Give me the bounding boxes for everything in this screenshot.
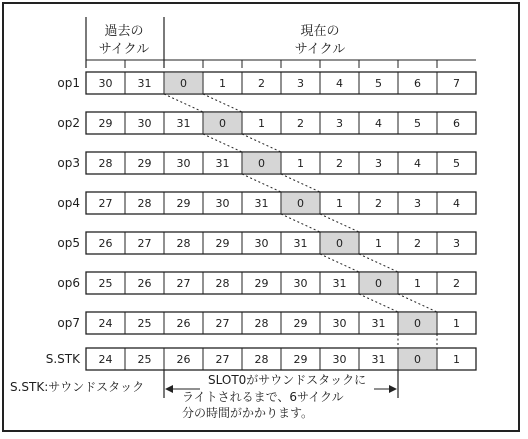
cell-value: 30 — [293, 277, 308, 290]
cell-value: 30 — [215, 197, 230, 210]
row-op1 — [57, 72, 476, 94]
cell-value: 1 — [336, 197, 343, 210]
note-line-3: 分の時間がかかります。 — [182, 406, 314, 420]
cell-value: 1 — [297, 157, 304, 170]
cell-value: 28 — [254, 317, 269, 330]
cell-value: 27 — [98, 197, 113, 210]
slot0-guide-line — [320, 214, 359, 232]
row-label: op3 — [57, 156, 80, 170]
cell-value: 4 — [375, 117, 382, 130]
cell-value: 0 — [336, 237, 343, 250]
cell-value: 29 — [293, 317, 308, 330]
cell-value: 28 — [137, 197, 152, 210]
slot0-guide-line — [398, 294, 437, 312]
cell-value: 27 — [215, 317, 230, 330]
row-op4 — [57, 192, 476, 214]
row-op7 — [57, 312, 476, 334]
cell-value: 4 — [336, 77, 343, 90]
cell-value: 26 — [176, 317, 191, 330]
cell-value: 27 — [176, 277, 191, 290]
pipeline-timing-diagram — [4, 4, 518, 430]
arrow-head-right — [389, 385, 397, 393]
past-cycle-label-line1: 過去の — [104, 24, 144, 39]
cell-value: 0 — [414, 353, 421, 366]
past-cycle-label-line2: サイクル — [98, 42, 150, 57]
cell-value: 29 — [98, 117, 113, 130]
slot0-guide-line — [242, 134, 281, 152]
cell-value: 25 — [137, 317, 152, 330]
cell-value: 29 — [254, 277, 269, 290]
cell-value: 26 — [137, 277, 152, 290]
cell-value: 3 — [375, 157, 382, 170]
arrow-head-left — [165, 385, 173, 393]
cell-value: 28 — [215, 277, 230, 290]
cell-value: 30 — [332, 317, 347, 330]
cell-value: 1 — [414, 277, 421, 290]
cell-value: 31 — [254, 197, 269, 210]
cell-value: 0 — [414, 317, 421, 330]
slot0-guide-line — [242, 174, 281, 192]
cell-value: 27 — [137, 237, 152, 250]
note-line-1: SLOT0がサウンドスタックに — [208, 373, 367, 387]
slot0-guide-line — [203, 134, 242, 152]
cell-value: 4 — [453, 197, 460, 210]
cell-value: 1 — [453, 317, 460, 330]
row-op2 — [57, 112, 476, 134]
cell-value: 2 — [297, 117, 304, 130]
cell-value: 5 — [414, 117, 421, 130]
cell-value: 30 — [332, 353, 347, 366]
cell-value: 1 — [453, 353, 460, 366]
row-label: op5 — [57, 236, 80, 250]
slot0-guide-line — [281, 174, 320, 192]
current-cycle-label-line2: サイクル — [294, 42, 346, 57]
cell-value: 29 — [293, 353, 308, 366]
cell-value: 31 — [137, 77, 152, 90]
cell-value: 0 — [180, 77, 187, 90]
cell-value: 26 — [98, 237, 113, 250]
cell-value: 0 — [375, 277, 382, 290]
cell-value: 26 — [176, 353, 191, 366]
row-sstk — [46, 348, 476, 370]
cell-value: 7 — [453, 77, 460, 90]
cell-value: 2 — [258, 77, 265, 90]
cell-value: 31 — [371, 353, 386, 366]
row-label: op7 — [57, 316, 80, 330]
row-label: op4 — [57, 196, 80, 210]
cell-value: 30 — [137, 117, 152, 130]
cell-value: 2 — [414, 237, 421, 250]
cell-value: 24 — [98, 317, 113, 330]
cell-value: 31 — [371, 317, 386, 330]
cell-value: 5 — [375, 77, 382, 90]
cell-value: 27 — [215, 353, 230, 366]
cell-value: 29 — [137, 157, 152, 170]
cell-value: 1 — [258, 117, 265, 130]
cell-value: 25 — [98, 277, 113, 290]
cell-value: 28 — [176, 237, 191, 250]
cell-value: 30 — [98, 77, 113, 90]
slot0-guide-line — [164, 94, 203, 112]
cell-value: 30 — [254, 237, 269, 250]
row-op6 — [57, 272, 476, 294]
cell-value: 31 — [293, 237, 308, 250]
slot0-guide-line — [359, 294, 398, 312]
cell-value: 6 — [414, 77, 421, 90]
cell-value: 3 — [336, 117, 343, 130]
cell-value: 3 — [414, 197, 421, 210]
current-cycle-label-line1: 現在の — [300, 24, 340, 39]
cell-value: 0 — [297, 197, 304, 210]
cell-value: 28 — [254, 353, 269, 366]
slot0-guide-line — [359, 254, 398, 272]
cell-value: 29 — [176, 197, 191, 210]
cell-value: 31 — [215, 157, 230, 170]
legend-text: S.STK:サウンドスタック — [10, 380, 145, 394]
cell-value: 0 — [258, 157, 265, 170]
diagram-frame — [2, 2, 520, 432]
cell-value: 2 — [453, 277, 460, 290]
cell-value: 4 — [414, 157, 421, 170]
cell-value: 3 — [297, 77, 304, 90]
cell-value: 1 — [375, 237, 382, 250]
slot0-guide-line — [320, 254, 359, 272]
slot0-guide-line — [203, 94, 242, 112]
row-label: op1 — [57, 76, 80, 90]
cell-value: 28 — [98, 157, 113, 170]
cell-value: 0 — [219, 117, 226, 130]
cell-value: 25 — [137, 353, 152, 366]
cell-value: 1 — [219, 77, 226, 90]
cell-value: 3 — [453, 237, 460, 250]
cell-value: 31 — [332, 277, 347, 290]
cell-value: 6 — [453, 117, 460, 130]
row-op5 — [57, 232, 476, 254]
row-label: op2 — [57, 116, 80, 130]
slot0-guide-line — [281, 214, 320, 232]
cell-value: 30 — [176, 157, 191, 170]
cell-value: 31 — [176, 117, 191, 130]
note-line-2: ライトされるまで、6サイクル — [182, 390, 344, 404]
row-label: S.STK — [45, 352, 80, 366]
cell-value: 29 — [215, 237, 230, 250]
cell-value: 5 — [453, 157, 460, 170]
cell-value: 2 — [336, 157, 343, 170]
cell-value: 2 — [375, 197, 382, 210]
row-label: op6 — [57, 276, 80, 290]
row-op3 — [57, 152, 476, 174]
cell-value: 24 — [98, 353, 113, 366]
